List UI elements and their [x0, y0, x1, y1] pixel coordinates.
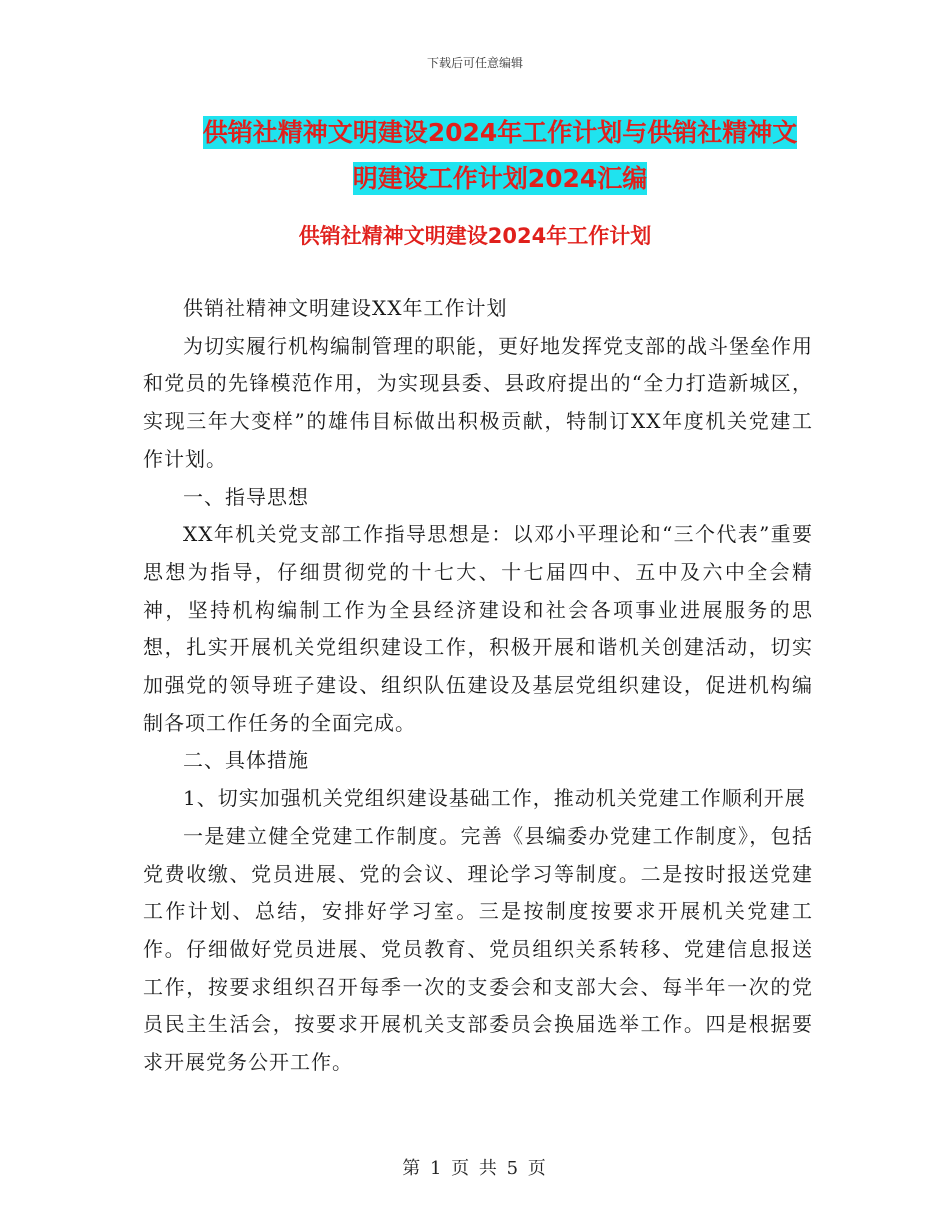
section-heading: 二、具体措施: [183, 748, 309, 773]
paragraph: 供销社精神文明建设XX年工作计划: [183, 296, 508, 320]
document-title-line-2: 明建设工作计划2024汇编: [352, 164, 648, 193]
section-title: 供销社精神文明建设2024年工作计划: [298, 224, 652, 248]
paragraph: 1、切实加强机关党组织建设基础工作，推动机关党建工作顺利开展: [183, 786, 806, 811]
document-title: [140, 110, 860, 202]
paragraph: 为切实履行机构编制管理的职能，更好地发挥党支部的战斗堡垒作用和党员的先锋模范作用，为实现县委、县政府提出的“全力打造新城区，实现三年大变样”的雄伟目标做出积极贡献，特制订XX年度机关党建工作计划。: [143, 333, 813, 471]
header-note: 下载后可任意编辑: [426, 56, 523, 70]
document-title-line-1: 供销社精神文明建设2024年工作计划与供销社精神文: [202, 118, 798, 147]
paragraph: XX年机关党支部工作指导思想是：以邓小平理论和“三个代表”重要思想为指导，仔细贯彻党的十七大、十七届四中、五中及六中全会精神，坚持机构编制工作为全县经济建设和社会各项事业进展服务的思想，扎实开展机关党组织建设工作，积极开展和谐机关创建活动，切实加强党的领导班子建设、组织队伍建设及基层党组织建设，促进机构编制各项工作任务的全面完成。: [143, 522, 813, 735]
document-body: [143, 290, 813, 1082]
section-heading: 一、指导思想: [183, 484, 309, 509]
paragraph: 一是建立健全党建工作制度。完善《县编委办党建工作制度》，包括党费收缴、党员进展、党的会议、理论学习等制度。二是按时报送党建工作计划、总结，安排好学习室。三是按制度按要求开展机关党建工作。仔细做好党员进展、党员教育、党员组织关系转移、党建信息报送工作，按要求组织召开每季一次的支委会和支部大会、每半年一次的党员民主生活会，按要求开展机关支部委员会换届选举工作。四是根据要求开展党务公开工作。: [143, 823, 813, 1075]
page-footer: 第 1 页 共 5 页: [402, 1158, 548, 1179]
